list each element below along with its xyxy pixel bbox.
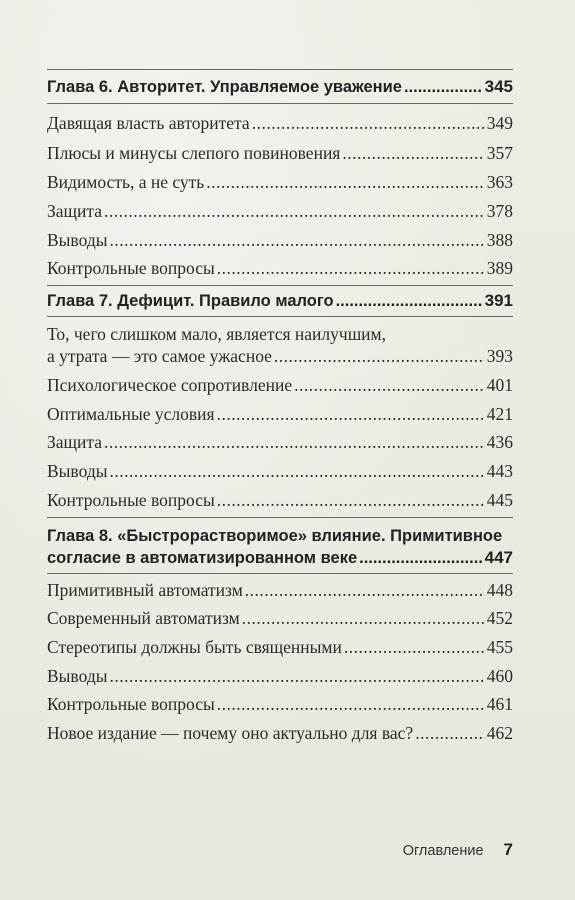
toc-entry[interactable] [47, 346, 513, 367]
page-number: 445 [486, 490, 513, 510]
entry-title: Видимость, а не суть [47, 172, 205, 192]
toc-entry[interactable] [47, 201, 513, 222]
toc-entry[interactable] [47, 230, 513, 251]
chapter-heading[interactable] [47, 291, 513, 311]
entry-title: Выводы [47, 230, 108, 250]
chapter-divider [47, 103, 513, 104]
entry-title: а утрата — это самое ужасное [47, 346, 272, 366]
toc-entry[interactable] [47, 375, 513, 396]
page-number: 393 [486, 346, 513, 366]
leader-dots [217, 490, 485, 511]
page-number: 447 [484, 548, 513, 567]
leader-dots [104, 432, 485, 453]
entry-title: Плюсы и минусы слепого повиновения [47, 143, 341, 163]
leader-dots [415, 723, 485, 744]
toc-entry[interactable] [47, 172, 513, 193]
leader-dots [294, 375, 485, 396]
toc-entry[interactable] [47, 723, 513, 744]
leader-dots [109, 230, 484, 251]
leader-dots [242, 608, 485, 629]
page-number: 378 [486, 201, 513, 221]
page-number: 401 [486, 375, 513, 395]
toc-entry[interactable] [47, 432, 513, 453]
chapter-heading[interactable] [47, 77, 513, 97]
toc-entry[interactable] [47, 608, 513, 629]
leader-dots [206, 172, 484, 193]
toc-entry[interactable] [47, 404, 513, 425]
page-number: 357 [486, 143, 513, 163]
toc-entry[interactable] [47, 461, 513, 482]
entry-title: Выводы [47, 666, 108, 686]
page-number: 349 [486, 113, 513, 133]
folio-page-number: 7 [503, 840, 513, 859]
page-number: 462 [486, 723, 513, 743]
page-number: 389 [486, 258, 513, 278]
leader-dots [109, 461, 484, 482]
page-number: 421 [486, 404, 513, 424]
toc-entry[interactable] [47, 580, 513, 601]
entry-title: Контрольные вопросы [47, 490, 215, 510]
entry-title: Давящая власть авторитета [47, 113, 250, 133]
chapter-heading[interactable] [47, 548, 513, 568]
page-number: 436 [486, 432, 513, 452]
page-number: 452 [486, 608, 513, 628]
leader-dots [252, 113, 485, 134]
page-number: 455 [486, 637, 513, 657]
entry-title: Оптимальные условия [47, 404, 215, 424]
leader-dots [344, 637, 485, 658]
leader-dots [217, 404, 485, 425]
leader-dots [109, 666, 484, 687]
chapter-heading-line1[interactable] [47, 526, 513, 546]
page-number: 461 [486, 694, 513, 714]
leader-dots [217, 694, 485, 715]
page-number: 448 [486, 580, 513, 600]
entry-title: Психологическое сопротивление [47, 375, 293, 395]
page-footer [403, 840, 513, 860]
leader-dots [342, 143, 484, 164]
toc-entry[interactable] [47, 666, 513, 687]
toc-entry[interactable] [47, 694, 513, 715]
entry-title: Современный автоматизм [47, 608, 240, 628]
toc-entry[interactable] [47, 113, 513, 134]
leader-dots [217, 258, 485, 279]
leader-dots [274, 346, 485, 367]
toc-entry[interactable] [47, 143, 513, 164]
page-number: 345 [484, 77, 513, 96]
chapter-title: согласие в автоматизированном веке [47, 549, 358, 567]
entry-title: Выводы [47, 461, 108, 481]
toc-entry[interactable] [47, 490, 513, 511]
toc-entry[interactable] [47, 637, 513, 658]
chapter-divider [47, 285, 513, 286]
entry-title: Примитивный автоматизм [47, 580, 243, 600]
entry-title: Новое издание — почему оно актуально для вас? [47, 723, 414, 743]
chapter-divider [47, 517, 513, 518]
page-number: 363 [486, 172, 513, 192]
chapter-title: Глава 6. Авторитет. Управляемое уважение [47, 78, 402, 96]
page-number: 443 [486, 461, 513, 481]
entry-title: Защита [47, 201, 103, 221]
leader-dots [404, 78, 483, 97]
leader-dots [104, 201, 485, 222]
chapter-title: Глава 7. Дефицит. Правило малого [47, 292, 334, 310]
entry-title: Стереотипы должны быть священными [47, 637, 342, 657]
page-number: 388 [486, 230, 513, 250]
entry-title: Защита [47, 432, 103, 452]
leader-dots [245, 580, 485, 601]
toc-entry-line1[interactable] [47, 324, 513, 345]
chapter-divider [47, 69, 513, 70]
leader-dots [359, 549, 483, 568]
page-number: 460 [486, 666, 513, 686]
page-number: 391 [484, 291, 513, 310]
chapter-divider [47, 316, 513, 317]
chapter-title-line1: Глава 8. «Быстрорастворимое» влияние. Примитивное [47, 527, 503, 545]
entry-title: Контрольные вопросы [47, 258, 215, 278]
entry-title-line1: То, чего слишком мало, является наилучшим, [47, 324, 386, 344]
leader-dots [336, 292, 483, 311]
running-footer-section: Оглавление [402, 843, 484, 859]
chapter-divider [47, 573, 513, 574]
entry-title: Контрольные вопросы [47, 694, 215, 714]
toc-entry[interactable] [47, 258, 513, 279]
